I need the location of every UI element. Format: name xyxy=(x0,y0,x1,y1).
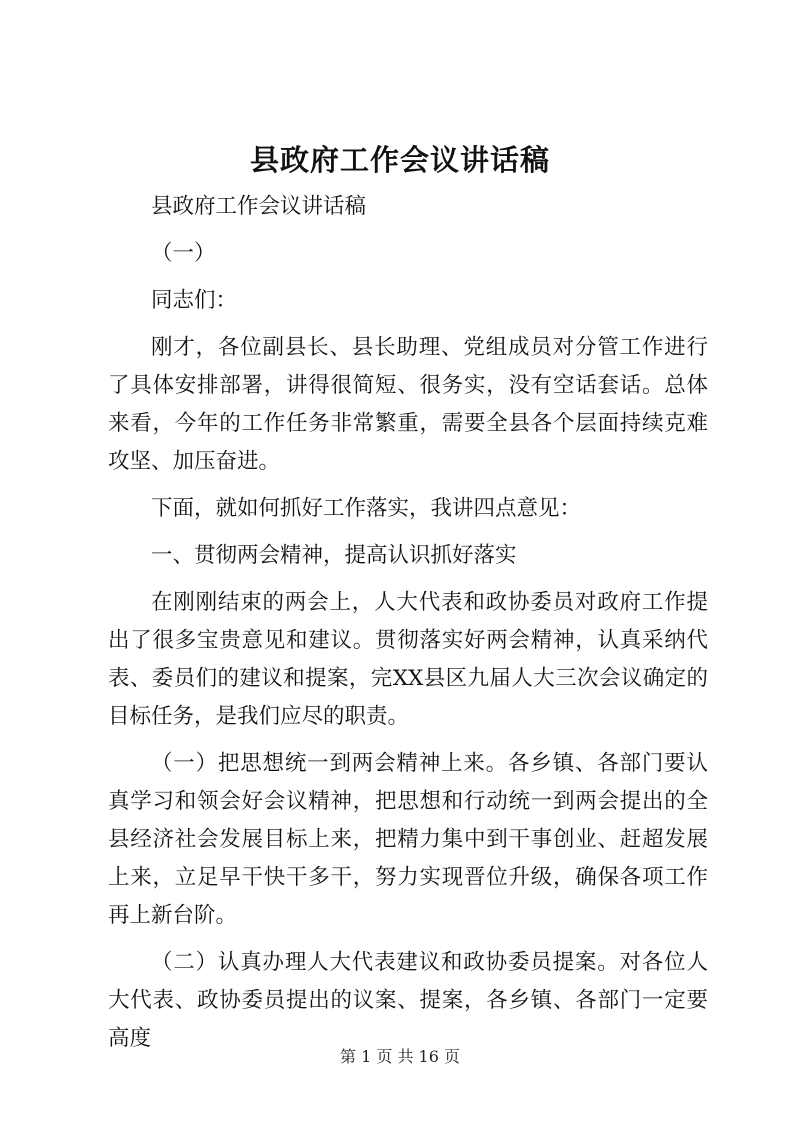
paragraph-salutation: 同志们： xyxy=(151,288,238,313)
paragraph-body: 在刚刚结束的两会上，人大代表和政协委员对政府工作提出了很多宝贵意见和建议。贯彻落实好两会精神，认真采纳代表、委员们的建议和提案，完XX县区九届人大三次会议确定的目标任务，是我们应尽的职责。 xyxy=(108,590,708,729)
document-title: 县政府工作会议讲话稿 xyxy=(249,143,550,177)
paragraph-body: （二）认真办理人大代表建议和政协委员提案。对各位人大代表、政协委员提出的议案、提案，各乡镇、各部门一定要高度 xyxy=(108,950,708,1051)
document-body xyxy=(108,188,708,1067)
paragraph-heading: 一、贯彻两会精神，提高认识抓好落实 xyxy=(151,543,517,568)
paragraph-body: 刚才，各位副县长、县长助理、党组成员对分管工作进行了具体安排部署，讲得很简短、很务实，没有空话套话。总体来看，今年的工作任务非常繁重，需要全县各个层面持续克难攻坚、加压奋进。 xyxy=(108,335,708,474)
paragraph-body: （一）把思想统一到两会精神上来。各乡镇、各部门要认真学习和领会好会议精神，把思想和行动统一到两会提出的全县经济社会发展目标上来，把精力集中到干事创业、赶超发展上来，立足早干快干多干，努力实现晋位升级，确保各项工作再上新台阶。 xyxy=(108,751,708,928)
paragraph-section-number: （一） xyxy=(151,241,216,266)
paragraph-body: 下面，就如何抓好工作落实，我讲四点意见： xyxy=(151,496,582,521)
paragraph-subtitle: 县政府工作会议讲话稿 xyxy=(151,194,367,219)
page-footer: 第 1 页 共 16 页 xyxy=(340,1047,460,1066)
